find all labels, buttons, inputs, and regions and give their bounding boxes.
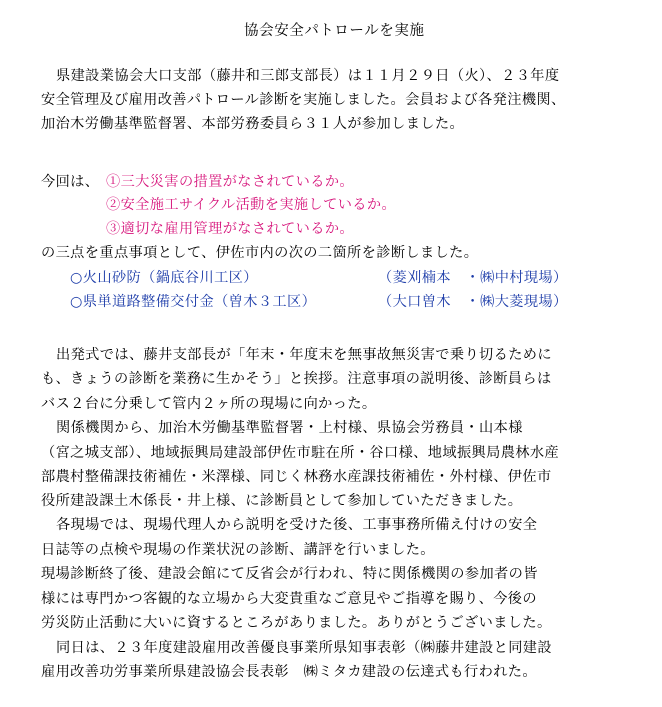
para6-line-2: 雇用改善功労事業所県建設協会長表彰 ㈱ミタカ建設の伝達式も行われた。 xyxy=(41,664,537,680)
site-2-contractor: （大口曽木 ・㈱大菱現場） xyxy=(378,294,568,310)
para6-line-1: 同日は、２３年度建設雇用改善優良事業所県知事表彰（㈱藤井建設と同建設 xyxy=(56,640,552,656)
para1-line-3: 加治木労働基準監督署、本部労務委員ら３１人が参加しました。 xyxy=(41,116,465,132)
site-1-contractor: （菱刈楠本 ・㈱中村現場） xyxy=(378,270,568,286)
para5-line-3: 労災防止活動に大いに資するところがありました。ありがとうございました。 xyxy=(41,615,552,631)
site-1-name: ○火山砂防（鍋底谷川工区） xyxy=(70,270,258,286)
para3-line-4: 役所建設課土木係長・井上様、に診断員として参加していただきました。 xyxy=(41,493,523,509)
para2-line-3: バス２台に分乗して管内２ヶ所の現場に向かった。 xyxy=(41,396,377,412)
para5-line-2: 様には専門かつ客観的な立場から大変貴重なご意見やご指導を賜り、今後の xyxy=(41,591,537,607)
focus-item-1: ①三大災害の措置がなされているか。 xyxy=(106,174,354,190)
para4-line-2: 日誌等の点検や現場の作業状況の診断、講評を行いました。 xyxy=(41,542,435,558)
para2-line-1: 出発式では、藤井支部長が「年末・年度末を無事故無災害で乗り切るために xyxy=(56,347,552,363)
focus-item-2: ②安全施工サイクル活動を実施しているか。 xyxy=(106,197,397,213)
para4-line-1: 各現場では、現場代理人から説明を受けた後、工事事務所備え付けの安全 xyxy=(56,517,538,533)
document-title: 協会安全パトロールを実施 xyxy=(244,23,425,39)
para1-line-2: 安全管理及び雇用改善パトロール診断を実施しました。会員および各発注機関、 xyxy=(41,92,566,108)
para2-line-2: も、きょうの診断を業務に生かそう」と挨拶。注意事項の説明後、診断員らは xyxy=(41,371,552,387)
para3-line-2: （宮之城支部）、地域振興局建設部伊佐市駐在所・谷口様、地域振興局農林水産 xyxy=(41,445,560,461)
focus-intro: 今回は、 xyxy=(41,174,100,190)
para1-line-1: 県建設業協会大口支部（藤井和三郎支部長）は１１月２９日（火）、２３年度 xyxy=(56,68,560,84)
para5-line-1: 現場診断終了後、建設会館にて反省会が行われ、特に関係機関の参加者の皆 xyxy=(41,566,538,582)
focus-item-3: ③適切な雇用管理がなされているか。 xyxy=(106,221,354,237)
focus-outro: の三点を重点事項として、伊佐市内の次の二箇所を診断しました。 xyxy=(41,245,479,261)
site-2-name: ○県単道路整備交付金（曽木３工区） xyxy=(70,294,317,310)
para3-line-1: 関係機関から、加治木労働基準監督署・上村様、県協会労務員・山本様 xyxy=(56,420,523,436)
para3-line-3: 部農村整備課技術補佐・米澤様、同じく林務水産課技術補佐・外村様、伊佐市 xyxy=(41,469,552,485)
